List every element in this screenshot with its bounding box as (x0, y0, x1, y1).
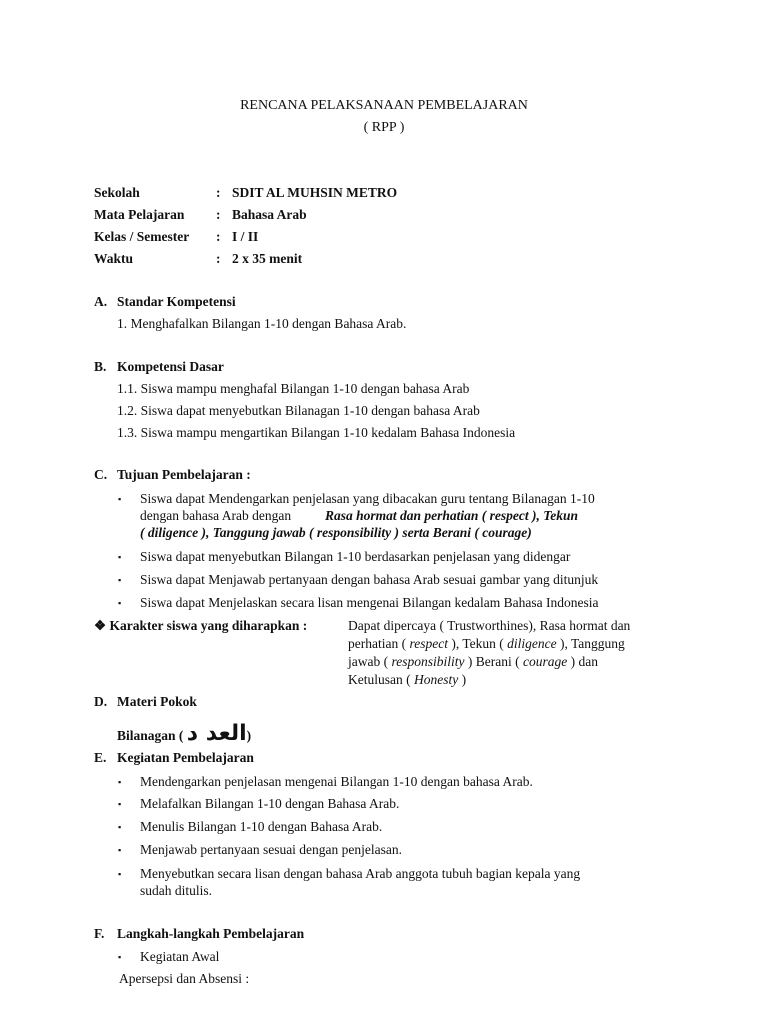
identity-colon: : (216, 251, 221, 266)
bullet-icon: ▪ (118, 552, 122, 562)
identity-value-class: I / II (232, 229, 259, 244)
identity-colon: : (216, 185, 221, 200)
karakter-text-part: ), Tekun ( (451, 636, 504, 651)
bullet-icon: ▪ (118, 845, 122, 855)
karakter-text-part: ) Berani ( (467, 654, 520, 669)
bullet-icon: ▪ (118, 575, 122, 585)
materi-pokok (117, 723, 251, 747)
karakter-label: ❖ Karakter siswa yang diharapkan : (94, 618, 308, 633)
karakter-text-part: Ketulusan ( (348, 672, 411, 687)
karakter-text: Dapat dipercaya ( Trustworthines), Rasa hormat dan (348, 618, 631, 633)
karakter-text-italic: diligence (507, 636, 557, 651)
materi-suffix: ) (246, 728, 252, 743)
section-e-item: Menyebutkan secara lisan dengan bahasa Arab anggota tubuh bagian kepala yang (140, 866, 581, 881)
section-b-letter: B. (94, 359, 107, 374)
bullet-icon: ▪ (118, 777, 122, 787)
karakter-text-part: perhatian ( (348, 636, 407, 651)
karakter-text-italic: courage (522, 654, 568, 669)
section-e-letter: E. (94, 750, 107, 765)
identity-label-class: Kelas / Semester (94, 229, 190, 244)
karakter-text-italic: responsibility (391, 654, 465, 669)
document-subtitle: ( RPP ) (363, 120, 405, 135)
section-e-title: Kegiatan Pembelajaran (117, 750, 254, 765)
bullet-icon: ▪ (118, 869, 122, 879)
karakter-text-part: ), Tanggung (559, 636, 625, 651)
section-c-item: Siswa dapat Menjawab pertanyaan dengan bahasa Arab sesuai gambar yang ditunjuk (140, 572, 599, 587)
section-f-letter: F. (94, 926, 105, 941)
identity-value-time: 2 x 35 menit (232, 251, 303, 266)
identity-label-subject: Mata Pelajaran (94, 207, 185, 222)
document-title: RENCANA PELAKSANAAN PEMBELAJARAN (240, 98, 528, 113)
karakter-text-italic: Honesty (413, 672, 459, 687)
section-f-subitem: Apersepsi dan Absensi : (119, 971, 250, 986)
section-c-item: dengan bahasa Arab dengan (140, 508, 292, 523)
section-b-item: 1.2. Siswa dapat menyebutkan Bilanagan 1-10 dengan bahasa Arab (117, 403, 480, 418)
identity-value-school: SDIT AL MUHSIN METRO (232, 185, 398, 200)
karakter-text-part: jawab ( (348, 654, 389, 669)
bullet-icon: ▪ (118, 952, 122, 962)
section-c-item: Siswa dapat Mendengarkan penjelasan yang dibacakan guru tentang Bilanagan 1-10 (140, 491, 595, 506)
identity-colon: : (216, 207, 221, 222)
section-b-item: 1.3. Siswa mampu mengartikan Bilangan 1-10 kedalam Bahasa Indonesia (117, 425, 516, 440)
section-c-item-emphasis: ( diligence ), Tanggung jawab ( responsibility ) serta Berani ( courage) (140, 525, 532, 540)
section-c-item-emphasis: Rasa hormat dan perhatian ( respect ), Tekun (325, 508, 579, 523)
bullet-icon: ▪ (118, 799, 122, 809)
section-a-item: 1. Menghafalkan Bilangan 1-10 dengan Bahasa Arab. (117, 316, 407, 331)
section-c-title: Tujuan Pembelajaran : (117, 467, 251, 482)
section-b-title: Kompetensi Dasar (117, 359, 224, 374)
bullet-icon: ▪ (118, 822, 122, 832)
section-b-item: 1.1. Siswa mampu menghafal Bilangan 1-10 dengan bahasa Arab (117, 381, 470, 396)
section-e-item: Menulis Bilangan 1-10 dengan Bahasa Arab. (140, 819, 383, 834)
karakter-text (348, 636, 625, 652)
identity-label-school: Sekolah (94, 185, 140, 200)
identity-value-subject: Bahasa Arab (232, 207, 307, 222)
section-c-item: Siswa dapat menyebutkan Bilangan 1-10 berdasarkan penjelasan yang didengar (140, 549, 571, 564)
section-d-title: Materi Pokok (117, 694, 197, 709)
section-c-item: Siswa dapat Menjelaskan secara lisan mengenai Bilangan kedalam Bahasa Indonesia (140, 595, 599, 610)
karakter-text-part: ) dan (570, 654, 598, 669)
section-c-letter: C. (94, 467, 108, 482)
section-e-item: sudah ditulis. (140, 883, 213, 898)
bullet-icon: ▪ (118, 494, 122, 504)
karakter-text-part: ) (461, 672, 467, 687)
karakter-text (348, 654, 598, 670)
materi-prefix: Bilanagan ( (117, 728, 184, 743)
section-a-letter: A. (94, 294, 108, 309)
section-f-title: Langkah-langkah Pembelajaran (117, 926, 305, 941)
bullet-icon: ▪ (118, 598, 122, 608)
section-e-item: Menjawab pertanyaan sesuai dengan penjelasan. (140, 842, 403, 857)
karakter-text (348, 672, 466, 688)
section-e-item: Melafalkan Bilangan 1-10 dengan Bahasa Arab. (140, 796, 400, 811)
materi-arabic: العد د (186, 721, 247, 746)
identity-label-time: Waktu (94, 251, 134, 266)
identity-colon: : (216, 229, 221, 244)
section-f-item: Kegiatan Awal (140, 949, 220, 964)
section-d-letter: D. (94, 694, 108, 709)
section-e-item: Mendengarkan penjelasan mengenai Bilangan 1-10 dengan bahasa Arab. (140, 774, 533, 789)
karakter-text-italic: respect (409, 636, 448, 651)
section-a-title: Standar Kompetensi (117, 294, 236, 309)
